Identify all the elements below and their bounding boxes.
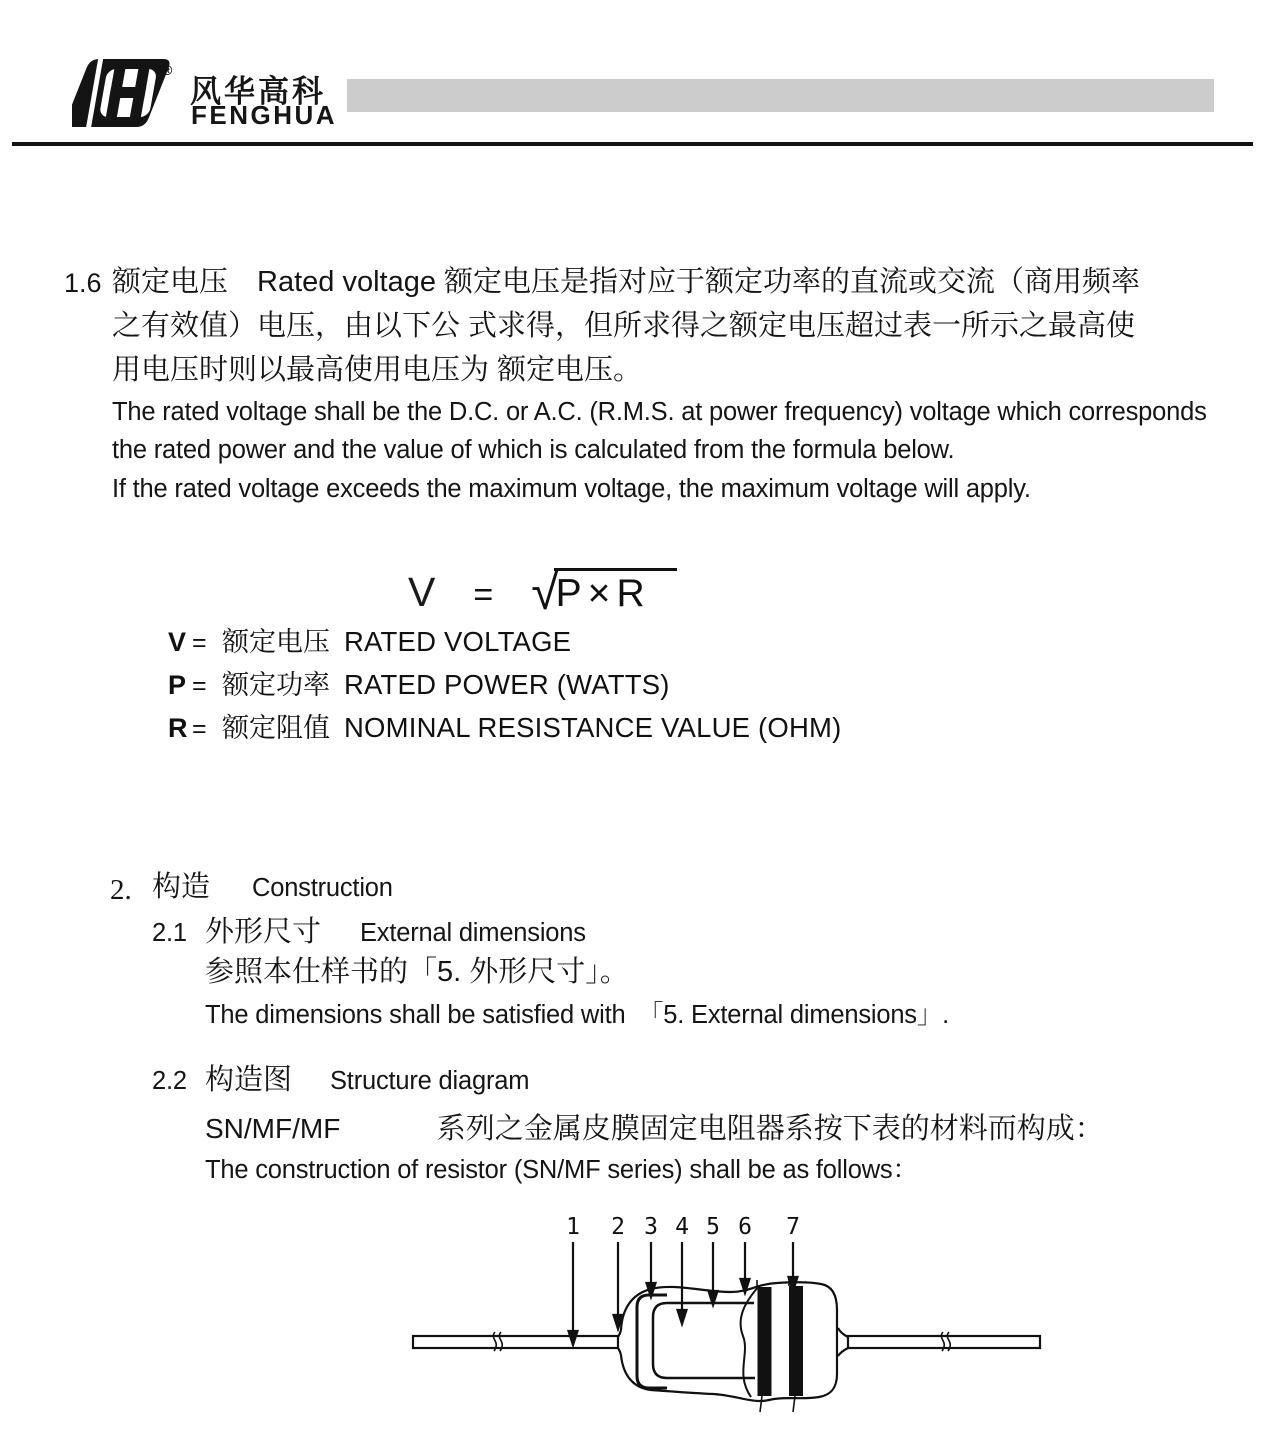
definition-symbol: V bbox=[168, 627, 187, 657]
section-1-6-english-line-3: If the rated voltage exceeds the maximum voltage, the maximum voltage will apply. bbox=[112, 475, 1031, 503]
section-1-6-line-1: 额定电压 Rated voltage 额定电压是指对应于额定功率的直流或交流（商用频率 bbox=[112, 266, 1141, 298]
series-description-cn: 系列之金属皮膜固定电阻器系按下表的材料而构成： bbox=[436, 1113, 1104, 1145]
callout-label-5: 5 bbox=[706, 1214, 720, 1240]
definition-english: RATED VOLTAGE bbox=[344, 626, 572, 657]
left-lead-wire bbox=[413, 1336, 618, 1348]
brand-name-chinese: 风华高科 bbox=[190, 74, 326, 109]
header-divider-rule bbox=[12, 142, 1253, 146]
callout-label-2: 2 bbox=[611, 1214, 625, 1240]
section-2-number: 2. bbox=[110, 874, 132, 906]
definition-english: NOMINAL RESISTANCE VALUE (OHM) bbox=[344, 712, 842, 743]
section-1-6-line-2: 之有效值）电压，由以下公 式求得，但所求得之额定电压超过表一所示之最高使 bbox=[112, 310, 1136, 342]
section-2-1-title-cn: 外形尺寸 bbox=[205, 916, 322, 948]
section-2-2-number: 2.2 bbox=[152, 1067, 187, 1095]
color-band-2 bbox=[789, 1286, 803, 1396]
color-band-1 bbox=[758, 1287, 772, 1396]
right-bell bbox=[838, 1328, 848, 1337]
callout-numbers bbox=[566, 1214, 800, 1240]
formula-radicand: P×R bbox=[554, 568, 677, 616]
section-2-1-number: 2.1 bbox=[152, 919, 187, 947]
formula-equals: = bbox=[473, 576, 494, 614]
resistor-structure-diagram bbox=[405, 1198, 1065, 1433]
callout-label-6: 6 bbox=[738, 1214, 752, 1240]
section-2-1-note-en: The dimensions shall be satisfied with 「5. External dimensions」. bbox=[205, 1001, 950, 1029]
callout-label-1: 1 bbox=[566, 1214, 580, 1240]
definition-equals: = bbox=[192, 672, 207, 700]
section-2-1-title-en: External dimensions bbox=[360, 919, 586, 947]
section-1-6-english-line-2: the rated power and the value of which is calculated from the formula below. bbox=[112, 436, 955, 464]
definition-row-v bbox=[168, 620, 571, 659]
section-1-6-line-3: 用电压时则以最高使用电压为 额定电压。 bbox=[112, 354, 643, 386]
ceramic-core-outline bbox=[653, 1303, 755, 1378]
section-2-2-note-en: The construction of resistor (SN/MF series) shall be as follows： bbox=[205, 1156, 918, 1184]
definition-equals: = bbox=[192, 629, 207, 657]
series-name: SN/MF/MF bbox=[205, 1113, 341, 1144]
section-2-2-title-en: Structure diagram bbox=[330, 1067, 530, 1095]
definition-row-r bbox=[168, 706, 842, 745]
section-1-6-english-line-1: The rated voltage shall be the D.C. or A.C. (R.M.S. at power frequency) voltage which corresponds bbox=[112, 398, 1207, 426]
callout-label-4: 4 bbox=[675, 1214, 689, 1240]
section-1-6-number: 1.6 bbox=[64, 268, 102, 298]
registered-trademark-symbol: ® bbox=[162, 62, 173, 78]
fenghua-logo-icon bbox=[72, 54, 172, 132]
radical-sign: √ bbox=[531, 564, 559, 620]
definition-row-p bbox=[168, 663, 670, 702]
section-2-2-title-cn: 构造图 bbox=[205, 1064, 293, 1096]
rated-voltage-formula bbox=[408, 560, 677, 618]
section-2-1-note-cn: 参照本仕样书的「5. 外形尺寸」。 bbox=[205, 956, 629, 988]
brand-name-english: FENGHUA bbox=[191, 100, 338, 130]
section-2-2-note-cn bbox=[205, 1115, 1104, 1144]
definition-chinese: 额定阻值 bbox=[222, 713, 330, 743]
definition-equals: = bbox=[192, 715, 207, 743]
definition-symbol: P bbox=[168, 670, 187, 700]
definition-chinese: 额定电压 bbox=[222, 627, 330, 657]
section-2-title-cn: 构造 bbox=[152, 871, 211, 903]
section-2-title-en: Construction bbox=[252, 874, 393, 902]
callout-label-3: 3 bbox=[644, 1214, 658, 1240]
definition-english: RATED POWER (WATTS) bbox=[344, 669, 670, 700]
callout-label-7: 7 bbox=[786, 1214, 800, 1240]
formula-lhs: V bbox=[408, 569, 436, 615]
definition-symbol: R bbox=[168, 713, 188, 743]
definition-chinese: 额定功率 bbox=[222, 670, 330, 700]
header-gray-bar bbox=[347, 79, 1214, 112]
